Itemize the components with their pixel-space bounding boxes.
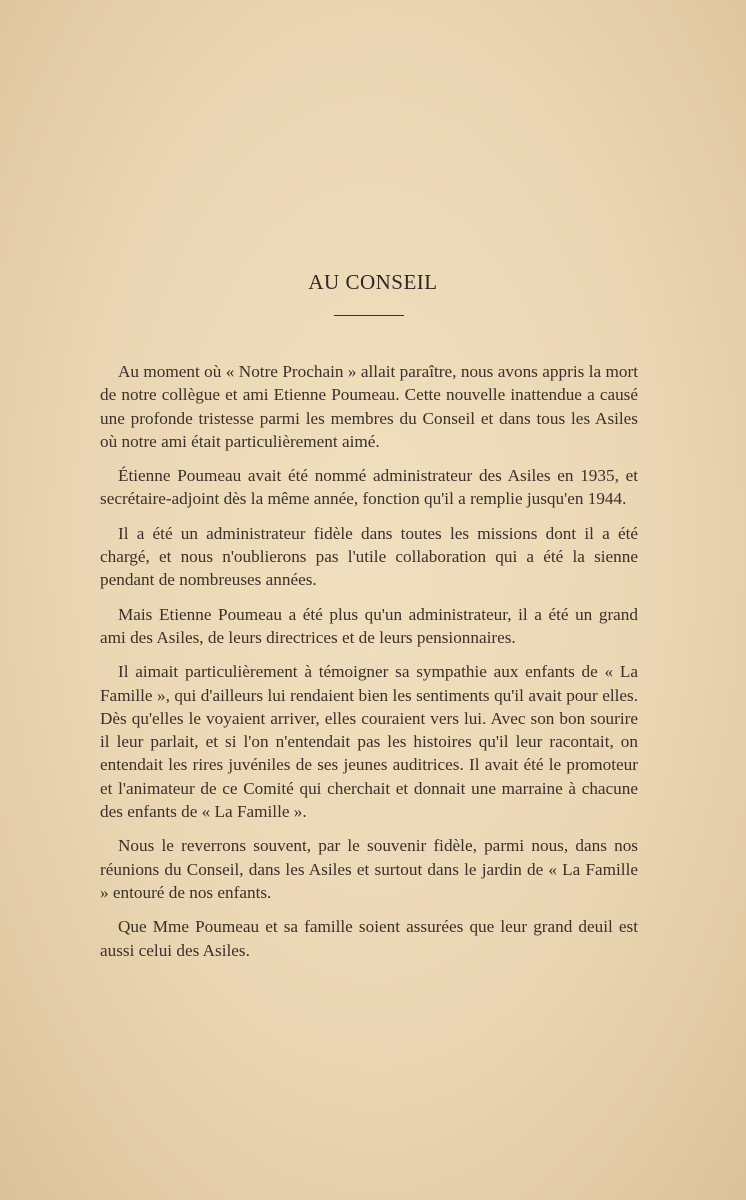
paragraph-1: Au moment où « Notre Prochain » allait paraître, nous avons appris la mort de notre collègue et ami Etienne Poumeau. Cette nouvelle inattendue a causé une profonde tristesse parmi les membres du Conseil et dans tous les Asiles où notre ami était particulièrement aimé. [100,362,638,451]
title-underline-rule [334,315,404,316]
paragraph-3: Il a été un administrateur fidèle dans toutes les missions dont il a été chargé, et nous n'oublierons pas l'utile collaboration qui a été la sienne pendant de nombreuses années. [100,523,638,590]
paragraph-4: Mais Etienne Poumeau a été plus qu'un administrateur, il a été un grand ami des Asiles, de leurs directrices et de leurs pensionnaires. [100,604,638,647]
paragraph-7: Que Mme Poumeau et sa famille soient assurées que leur grand deuil est aussi celui des Asiles. [100,917,638,960]
page-title: AU CONSEIL [308,270,438,294]
body-text [100,360,638,973]
paragraph-6: Nous le reverrons souvent, par le souvenir fidèle, parmi nous, dans nos réunions du Conseil, dans les Asiles et surtout dans le jardin de « La Famille » entouré de nos enfants. [100,836,638,902]
paragraph-5: Il aimait particulièrement à témoigner sa sympathie aux enfants de « La Famille », qui d'ailleurs lui rendaient bien les sentiments qu'il avait pour elles. Dès qu'elles le voyaient arriver, elles couraient vers lui. Avec son bon sourire il leur parlait, et si l'on n'entendait pas les histoires qu'il leur racontait, on entendait les rires juvéniles de ses jeunes auditrices. Il avait été le promoteur et l'animateur de ce Comité qui cherchait et donnait une marraine à chacune des enfants de « La Famille ». [100,662,638,822]
paragraph-2: Étienne Poumeau avait été nommé administrateur des Asiles en 1935, et secrétaire-adjoint dès la même année, fonction qu'il a remplie jusqu'en 1944. [100,466,638,509]
